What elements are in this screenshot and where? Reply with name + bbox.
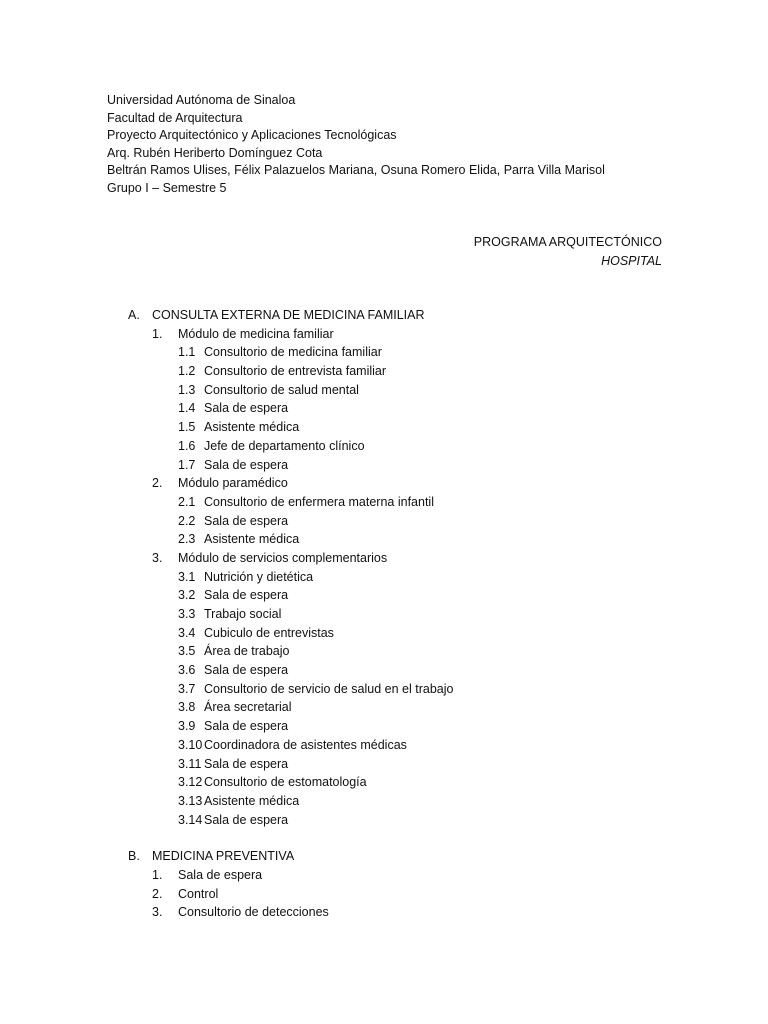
sub-item-text: Sala de espera <box>204 663 289 678</box>
sub-item-text: Jefe de departamento clínico <box>204 438 365 453</box>
sub-item-text: Consultorio de estomatología <box>204 775 367 790</box>
sub-item-text: Sala de espera <box>204 812 289 827</box>
subtitle-line: HOSPITAL <box>601 254 662 268</box>
sub-item-number: 3.6 <box>178 663 196 678</box>
sub-item-number: 3.9 <box>178 719 196 734</box>
sub-item <box>128 381 688 400</box>
module-item-text: Sala de espera <box>178 867 263 882</box>
sub-item-number: 1.3 <box>178 382 196 397</box>
sub-item <box>128 343 688 362</box>
module-item-text: Consultorio de detecciones <box>178 905 329 920</box>
professor-name: Arq. Rubén Heriberto Domínguez Cota <box>107 145 323 160</box>
sub-item-number: 3.7 <box>178 681 196 696</box>
section-heading-number: A. <box>128 308 140 322</box>
section-heading-number: B. <box>128 849 140 864</box>
sub-item-text: Área secretarial <box>204 700 292 715</box>
sub-item <box>128 512 688 531</box>
module-item <box>128 549 688 568</box>
sub-item-number: 1.2 <box>178 364 196 379</box>
sub-item <box>128 642 688 661</box>
module-item-text: Módulo de medicina familiar <box>178 326 334 341</box>
sub-item <box>128 362 688 381</box>
module-item-number: 3. <box>152 905 163 920</box>
module-item <box>128 885 688 904</box>
module-item-number: 1. <box>152 867 163 882</box>
sub-item-number: 2.3 <box>178 532 196 547</box>
sub-item <box>128 661 688 680</box>
course-name: Proyecto Arquitectónico y Aplicaciones Tecnológicas <box>107 128 397 143</box>
module-item-number: 2. <box>152 886 163 901</box>
sub-item-number: 3.4 <box>178 625 196 640</box>
module-item-number: 1. <box>152 326 163 341</box>
sub-item-number: 1.7 <box>178 457 196 472</box>
document-header <box>107 92 605 198</box>
sub-item-text: Consultorio de enfermera materna infantil <box>204 494 434 509</box>
sub-item <box>128 605 688 624</box>
sub-item-text: Sala de espera <box>204 756 289 771</box>
sub-item-text: Consultorio de medicina familiar <box>204 345 382 360</box>
sub-item <box>128 773 688 792</box>
sub-item <box>128 418 688 437</box>
module-item <box>128 903 688 922</box>
sub-item-text: Coordinadora de asistentes médicas <box>204 737 407 752</box>
sub-item-number: 3.1 <box>178 569 196 584</box>
sub-item-number: 3.14 <box>178 812 203 827</box>
module-item <box>128 325 688 344</box>
module-item-number: 2. <box>152 476 163 491</box>
sub-item-number: 1.4 <box>178 401 196 416</box>
sub-item-number: 2.2 <box>178 513 196 528</box>
module-item <box>128 474 688 493</box>
section-heading-text: MEDICINA PREVENTIVA <box>152 849 295 864</box>
sub-item-number: 3.10 <box>178 737 203 752</box>
sub-item-text: Sala de espera <box>204 588 289 603</box>
sub-item <box>128 811 688 830</box>
faculty-name: Facultad de Arquitectura <box>107 110 243 125</box>
authors: Beltrán Ramos Ulises, Félix Palazuelos Mariana, Osuna Romero Elida, Parra Villa Marisol <box>107 163 605 178</box>
sub-item <box>128 568 688 587</box>
sub-item-text: Asistente médica <box>204 793 300 808</box>
sub-item-text: Asistente médica <box>204 532 300 547</box>
sub-item-text: Consultorio de servicio de salud en el trabajo <box>204 681 454 696</box>
sub-item-number: 1.1 <box>178 345 196 360</box>
sub-item-number: 3.3 <box>178 607 196 621</box>
sub-item-number: 3.5 <box>178 644 196 659</box>
sub-item-number: 2.1 <box>178 494 196 509</box>
sub-item-number: 1.5 <box>178 420 196 435</box>
section-heading <box>128 847 688 866</box>
sub-item <box>128 399 688 418</box>
sub-item-text: Sala de espera <box>204 457 289 472</box>
sub-item <box>128 456 688 475</box>
section-heading-text: CONSULTA EXTERNA DE MEDICINA FAMILIAR <box>152 308 425 322</box>
sub-item <box>128 698 688 717</box>
sub-item-text: Sala de espera <box>204 513 289 528</box>
module-item-number: 3. <box>152 550 163 565</box>
module-item-text: Módulo paramédico <box>178 476 288 491</box>
sub-item-text: Trabajo social <box>204 607 282 621</box>
sub-item <box>128 755 688 774</box>
sub-item <box>128 530 688 549</box>
program-outline <box>128 306 688 922</box>
sub-item <box>128 736 688 755</box>
sub-item-text: Sala de espera <box>204 719 289 734</box>
sub-item <box>128 437 688 456</box>
sub-item-text: Área de trabajo <box>204 644 290 659</box>
sub-item-number: 3.11 <box>178 756 202 771</box>
sub-item-text: Nutrición y dietética <box>204 569 314 584</box>
sub-item-text: Asistente médica <box>204 420 300 435</box>
sub-item-text: Consultorio de salud mental <box>204 382 359 397</box>
module-item-text: Control <box>178 886 219 901</box>
sub-item <box>128 624 688 643</box>
sub-item-text: Consultorio de entrevista familiar <box>204 364 387 379</box>
sub-item-number: 1.6 <box>178 438 196 453</box>
sub-item <box>128 717 688 736</box>
sub-item <box>128 493 688 512</box>
sub-item <box>128 680 688 699</box>
sub-item-number: 3.8 <box>178 700 196 715</box>
sub-item-number: 3.2 <box>178 588 196 603</box>
sub-item <box>128 792 688 811</box>
sub-item-text: Cubiculo de entrevistas <box>204 625 334 640</box>
sub-item-number: 3.12 <box>178 775 203 790</box>
sub-item-text: Sala de espera <box>204 401 289 416</box>
section-heading <box>128 306 688 325</box>
sub-item <box>128 586 688 605</box>
module-item-text: Módulo de servicios complementarios <box>178 550 388 565</box>
module-item <box>128 866 688 885</box>
document-title <box>474 233 662 271</box>
title-line: PROGRAMA ARQUITECTÓNICO <box>473 235 662 249</box>
university-name: Universidad Autónoma de Sinaloa <box>107 93 296 107</box>
sub-item-number: 3.13 <box>178 793 203 808</box>
group-semester: Grupo I – Semestre 5 <box>107 180 227 195</box>
section-spacer <box>128 829 688 847</box>
